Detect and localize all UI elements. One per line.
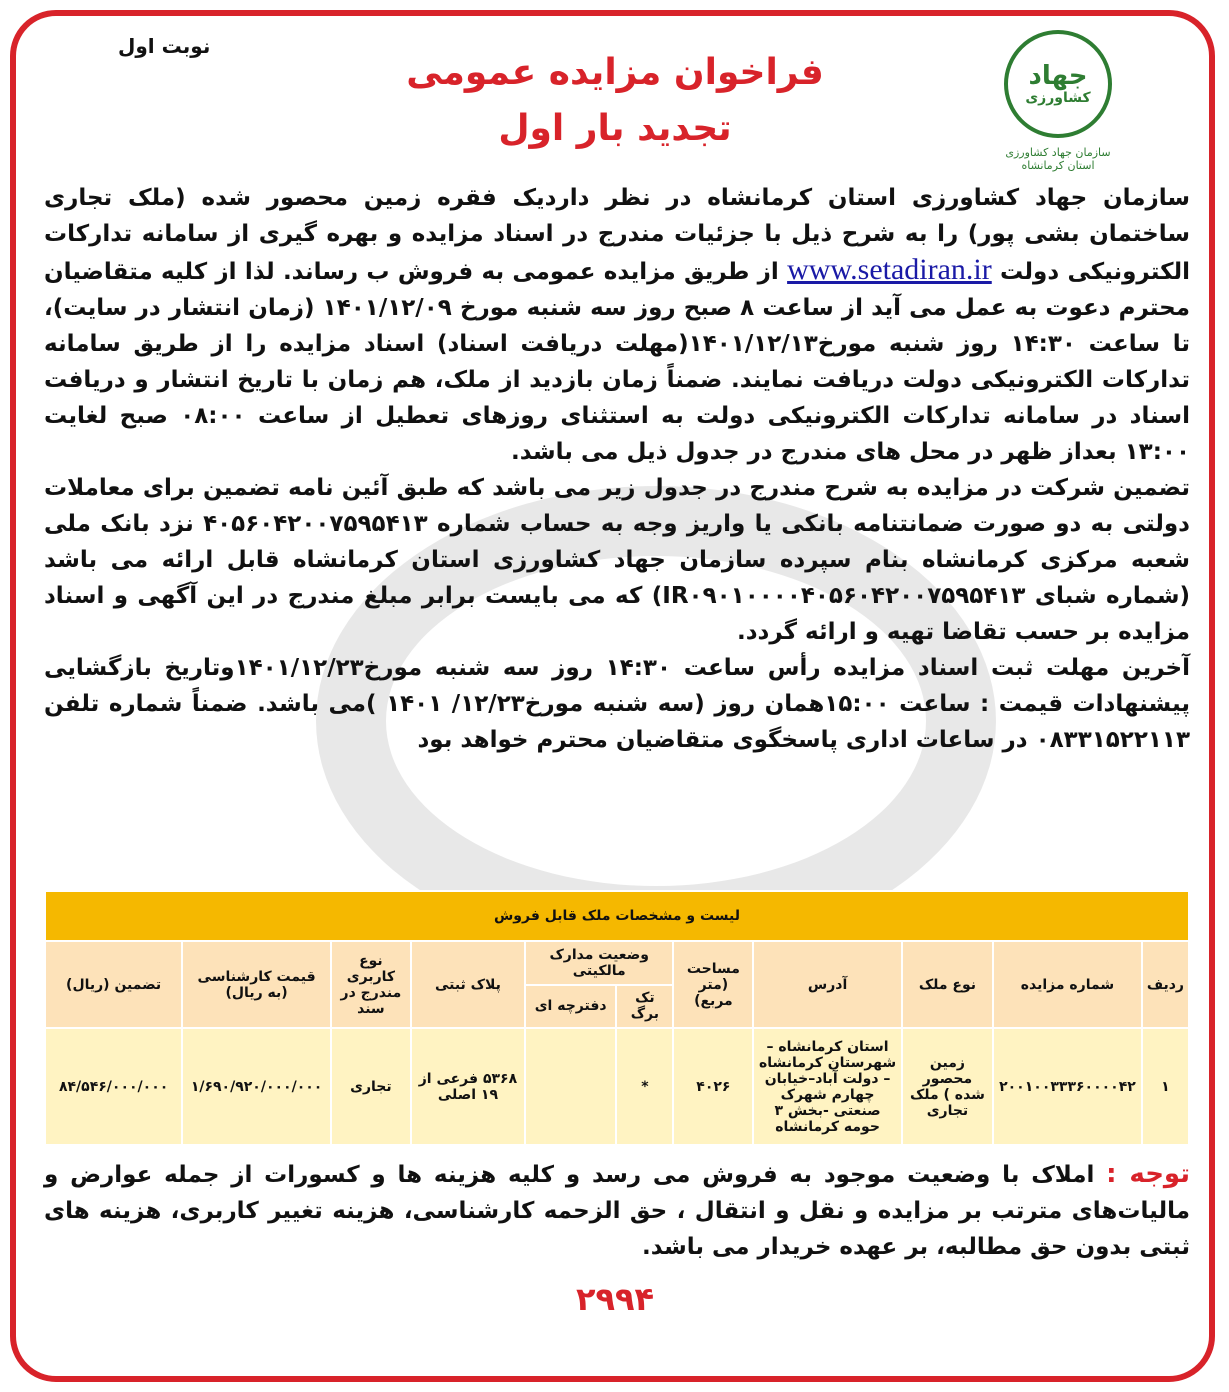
logo-word-2: کشاورزی	[1025, 90, 1091, 106]
cell-row-no: ۱	[1142, 1028, 1189, 1145]
header-type: نوع ملک	[902, 941, 993, 1028]
org-logo	[988, 30, 1128, 170]
page-title: فراخوان مزایده عمومی	[406, 52, 824, 93]
logo-emblem	[1004, 30, 1112, 138]
cell-area: ۴۰۲۶	[673, 1028, 753, 1145]
table-row	[45, 1028, 1189, 1145]
announcement-body	[44, 180, 1190, 758]
note	[44, 1156, 1190, 1265]
header-row-no: ردیف	[1142, 941, 1189, 1028]
logo-caption-1: سازمان جهاد کشاورزی	[1005, 146, 1111, 159]
cell-auction-no: ۲۰۰۱۰۰۳۳۳۶۰۰۰۰۴۲	[993, 1028, 1142, 1145]
header-usage: نوع کاربری مندرج در سند	[331, 941, 411, 1028]
paragraph-1	[44, 180, 1190, 470]
paragraph-2: تضمین شرکت در مزایده به شرح مندرج در جدول زیر می باشد که طبق آئین نامه تضمین برای معاملات دولتی به دو صورت ضمانتنامه بانکی یا واریز وجه به حساب شماره ۴۰۵۶۰۴۲۰۰۷۵۹۵۴۱۳ نزد بانک ملی شعبه مرکزی کرمانشاه بنام سپرده سازمان جهاد کشاورزی استان کرمانشاه قابل ارائه می باشد (شماره شبای IR۰۹۰۱۰۰۰۰۴۰۵۶۰۴۲۰۰۷۵۹۵۴۱۳) که می بایست برابر مبلغ مندرج در این آگهی و اسناد مزایده بر حسب تقاضا تهیه و ارائه گردد.	[44, 475, 1191, 645]
cell-address: استان کرمانشاه – شهرستان کرمانشاه – دولت آباد–خیابان چهارم شهرک صنعتی -بخش ۳ حومه کرمانشاه	[753, 1028, 901, 1145]
note-label: توجه :	[1106, 1159, 1190, 1189]
paragraph-3: آخرین مهلت ثبت اسناد مزایده رأس ساعت ۱۴:۳۰ روز سه شنبه مورخ۱۴۰۱/۱۲/۲۳وتاریخ بازگشایی پیشنهادات قیمت : ساعت ۱۵:۰۰همان روز (سه شنبه مورخ۱۲/۲۳/ ۱۴۰۱ )می باشد. ضمناً شماره تلفن ۰۸۳۳۱۵۲۲۱۱۳ در ساعات اداری پاسخگوی متقاضیان محترم خواهد بود	[44, 655, 1190, 753]
header-guarantee: تضمین (ریال)	[45, 941, 182, 1028]
cell-type: زمین محصور شده ) ملک تجاری	[902, 1028, 993, 1145]
header-plate: پلاک ثبتی	[411, 941, 525, 1028]
logo-caption-2: استان کرمانشاه	[1021, 159, 1095, 172]
cell-plate: ۵۳۶۸ فرعی از ۱۹ اصلی	[411, 1028, 525, 1145]
cell-price: ۱/۶۹۰/۹۲۰/۰۰۰/۰۰۰	[182, 1028, 331, 1145]
round-label: نوبت اول	[118, 34, 211, 58]
cell-single: *	[616, 1028, 673, 1145]
paragraph-1-a: سازمان جهاد کشاورزی استان کرمانشاه در نظر داردیک فقره زمین محصور شده (ملک تجاری ساختمان بشی پور) را به شرح ذیل با جزئیات مندرج در اسناد مزایده و بهره گیری از سامانه تدارکات الکترونیکی دولت	[44, 185, 1190, 285]
note-text: املاک با وضعیت موجود به فروش می رسد و کلیه هزینه ها و کسورات از جمله عوارض و مالیات‌های مترتب بر مزایده و نقل و انتقال ، حق الزحمه کارشناسی، هزینه تغییر کاربری، هزینه های ثبتی بدون حق مطالبه، بر عهده خریدار می باشد.	[44, 1162, 1190, 1260]
page-subtitle: تجدید بار اول	[498, 108, 732, 149]
header-ownership: وضعیت مدارک مالکیتی	[525, 941, 673, 985]
cell-booklet	[525, 1028, 616, 1145]
header-price: قیمت کارشناسی (به ریال)	[182, 941, 331, 1028]
footer-code: ۲۹۹۴	[575, 1280, 655, 1318]
property-table	[44, 890, 1190, 1146]
cell-guarantee: ۸۴/۵۴۶/۰۰۰/۰۰۰	[45, 1028, 182, 1145]
setadiran-link[interactable]: www.setadiran.ir	[787, 253, 992, 286]
header-single: تک برگ	[616, 985, 673, 1029]
header-auction-no: شماره مزایده	[993, 941, 1142, 1028]
paragraph-1-b: از طریق مزایده عمومی به فروش ب رساند. لذا از کلیه متقاضیان محترم دعوت به عمل می آید از ساعت ۸ صبح روز سه شنبه مورخ ۱۴۰۱/۱۲/۰۹ (زمان انتشار در سایت)، تا ساعت ۱۴:۳۰ روز شنبه مورخ۱۴۰۱/۱۲/۱۳(مهلت دریافت اسناد) اسناد مزایده را از طریق سامانه تدارکات الکترونیکی دولت دریافت نمایند. ضمناً زمان بازدید از ملک، هم زمان با تاریخ انتشار و دریافت اسناد در سامانه تدارکات الکترونیکی دولت به استثنای روزهای تعطیل از ساعت ۰۸:۰۰ صبح لغایت ۱۳:۰۰ بعداز ظهر در محل های مندرج در جدول ذیل می باشد.	[44, 259, 1190, 465]
header-area: مساحت (متر مربع)	[673, 941, 753, 1028]
table-caption: لیست و مشخصات ملک قابل فروش	[45, 891, 1189, 941]
property-table-wrap	[44, 890, 1190, 1146]
logo-word: جهاد	[1028, 61, 1088, 91]
cell-usage: تجاری	[331, 1028, 411, 1145]
header-address: آدرس	[753, 941, 901, 1028]
header-booklet: دفترچه ای	[525, 985, 616, 1029]
